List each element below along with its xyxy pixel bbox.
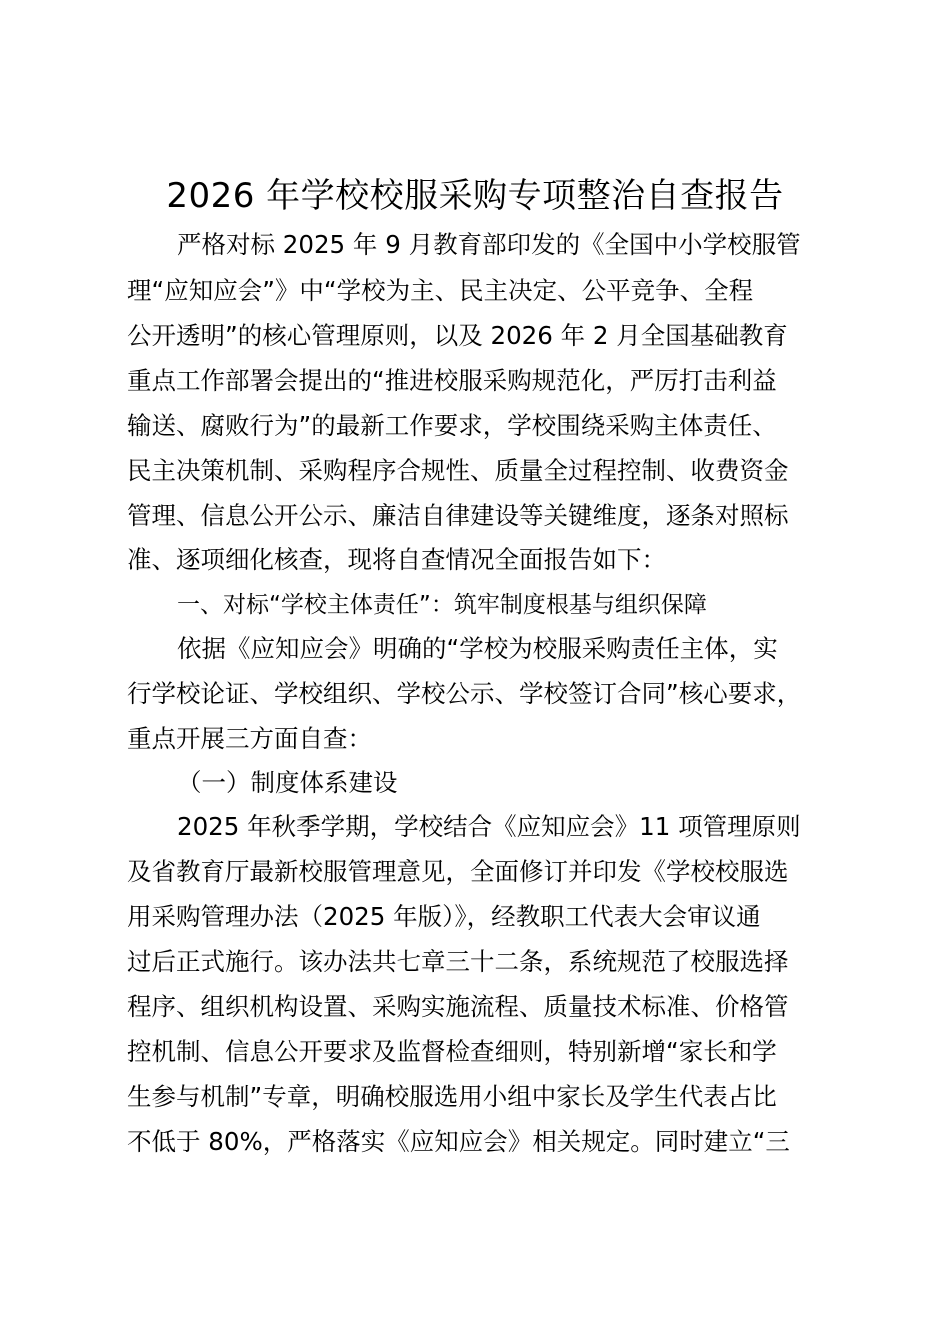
paragraph-line: 行学校论证、学校组织、学校公示、学校签订合同”核心要求， [127, 679, 802, 708]
document-title: 2026 年学校校服采购专项整治自查报告 [166, 176, 784, 216]
paragraph-line: 公开透明”的核心管理原则，以及 2026 年 2 月全国基础教育 [127, 321, 788, 350]
paragraph-line: 重点工作部署会提出的“推进校服采购规范化，严厉打击利益 [127, 366, 777, 395]
paragraph-line: 理“应知应会”》中“学校为主、民主决定、公平竞争、全程 [127, 276, 754, 305]
paragraph-line: 依据《应知应会》明确的“学校为校服采购责任主体，实 [177, 634, 778, 663]
paragraph-line: 重点开展三方面自查： [127, 724, 372, 753]
paragraph-line: 管理、信息公开公示、廉洁自律建设等关键维度，逐条对照标 [127, 501, 789, 530]
paragraph-line: 生参与机制”专章，明确校服选用小组中家长及学生代表占比 [127, 1082, 777, 1111]
paragraph-line: 2025 年秋季学期，学校结合《应知应会》11 项管理原则 [177, 812, 801, 841]
paragraph-line: 用采购管理办法（2025 年版）》，经教职工代表大会审议通 [127, 902, 761, 931]
paragraph-line: 过后正式施行。该办法共七章三十二条，系统规范了校服选择 [127, 947, 789, 976]
paragraph-line: 民主决策机制、采购程序合规性、质量全过程控制、收费资金 [127, 456, 789, 485]
paragraph-line: 输送、腐败行为”的最新工作要求，学校围绕采购主体责任、 [127, 411, 777, 440]
paragraph-line: 程序、组织机构设置、采购实施流程、质量技术标准、价格管 [127, 992, 789, 1021]
paragraph-line: 准、逐项细化核查，现将自查情况全面报告如下： [127, 545, 666, 574]
subsection-heading: （一）制度体系建设 [177, 768, 398, 797]
paragraph-line: 控机制、信息公开要求及监督检查细则，特别新增“家长和学 [127, 1037, 777, 1066]
paragraph-line: 严格对标 2025 年 9 月教育部印发的《全国中小学校服管 [177, 230, 801, 259]
section-heading: 一、对标“学校主体责任”：筑牢制度根基与组织保障 [177, 592, 707, 618]
paragraph-line: 及省教育厅最新校服管理意见，全面修订并印发《学校校服选 [127, 857, 789, 886]
paragraph-line: 不低于 80%，严格落实《应知应会》相关规定。同时建立“三 [127, 1127, 790, 1156]
